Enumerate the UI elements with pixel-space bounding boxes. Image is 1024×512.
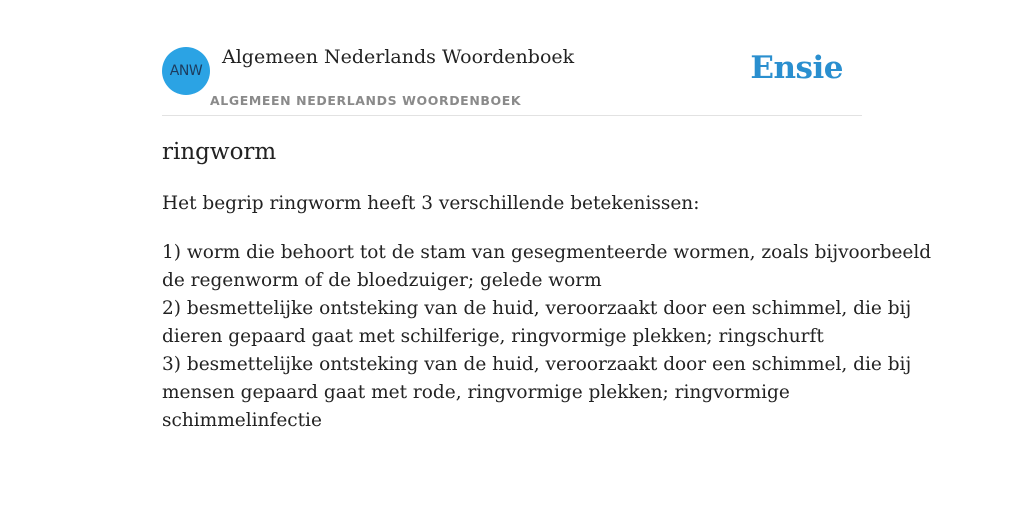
logo-text: ANW (169, 63, 203, 79)
meaning-item (162, 295, 912, 351)
meaning-line: dieren gepaard gaat met schilferige, ringvormige plekken; ringschurft (162, 326, 824, 347)
entry-intro: Het begrip ringworm heeft 3 verschillende betekenissen: (162, 193, 700, 214)
headword: ringworm (162, 139, 277, 165)
meaning-line: de regenworm of de bloedzuiger; gelede worm (162, 270, 602, 291)
header (162, 40, 862, 116)
meaning-line: schimmelinfectie (162, 410, 322, 431)
meaning-line: 1) worm die behoort tot de stam van gesegmenteerde wormen, zoals bijvoorbeeld (162, 242, 932, 263)
ensie-brand-logo[interactable]: Ensie (750, 50, 843, 86)
meaning-item (162, 239, 932, 295)
meaning-line: 3) besmettelijke ontsteking van de huid, veroorzaakt door een schimmel, die bij (162, 354, 912, 375)
meaning-line: mensen gepaard gaat met rode, ringvormige plekken; ringvormige (162, 382, 790, 403)
dictionary-title[interactable]: Algemeen Nederlands Woordenboek (222, 46, 575, 68)
meaning-item (162, 351, 912, 435)
meaning-line: 2) besmettelijke ontsteking van de huid, veroorzaakt door een schimmel, die bij (162, 298, 912, 319)
meanings-list (162, 239, 932, 435)
dictionary-subtitle: ALGEMEEN NEDERLANDS WOORDENBOEK (210, 93, 522, 108)
anw-logo[interactable] (162, 47, 210, 95)
